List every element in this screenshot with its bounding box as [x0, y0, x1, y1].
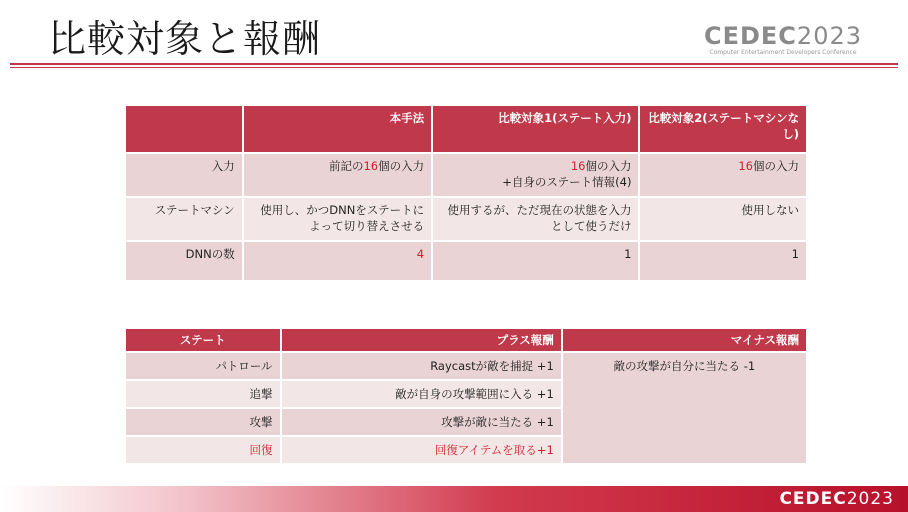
footer-logo-year: 2023: [846, 489, 894, 509]
cell-sm-compare1: 使用するが、ただ現在の状態を入力として使うだけ: [432, 197, 639, 241]
cell-text: 前記の: [328, 159, 364, 173]
logo-text: CEDEC: [703, 22, 797, 50]
reward-header-row: [125, 328, 807, 352]
row-label-state-machine: ステートマシン: [125, 197, 243, 241]
cell-dnn-compare1: 1: [432, 241, 639, 281]
footer-logo-text: CEDEC: [779, 489, 847, 509]
header-compare2: 比較対象2(ステートマシンなし): [639, 105, 807, 153]
title-divider: [10, 63, 898, 65]
page-title: 比較対象と報酬: [48, 17, 322, 61]
cell-number: 16: [570, 159, 586, 173]
table-row: [125, 153, 807, 197]
footer-logo: [779, 489, 894, 509]
header-state: ステート: [125, 328, 281, 352]
comparison-table: [124, 104, 808, 282]
plus-reward-chase: 敵が自身の攻撃範囲に入る +1: [281, 380, 562, 408]
table-row: [125, 352, 807, 380]
table-row: [125, 197, 807, 241]
plus-reward-attack: 攻撃が敵に当たる +1: [281, 408, 562, 436]
cell-input-compare1: [432, 153, 639, 197]
comparison-header-row: [125, 105, 807, 153]
row-label-dnn-count: DNNの数: [125, 241, 243, 281]
cell-input-proposed: [243, 153, 432, 197]
footer-bar: [0, 486, 908, 512]
cell-text: 個の入力: [585, 159, 632, 173]
table-row: [125, 241, 807, 281]
cell-text: 個の入力: [378, 159, 425, 173]
row-label-input: 入力: [125, 153, 243, 197]
cell-input-compare2: [639, 153, 807, 197]
cell-number: 16: [363, 159, 379, 173]
cell-text: 個の入力: [753, 159, 799, 173]
header-proposed: 本手法: [243, 105, 432, 153]
state-recover: 回復: [125, 436, 281, 464]
cell-sm-compare2: 使用しない: [639, 197, 807, 241]
cell-number: 16: [738, 159, 753, 173]
cell-dnn-proposed: 4: [243, 241, 432, 281]
cell-text: +自身のステート情報(4): [502, 175, 632, 189]
cedec-logo: [704, 24, 862, 56]
state-attack: 攻撃: [125, 408, 281, 436]
header-compare1: 比較対象1(ステート入力): [432, 105, 639, 153]
title-divider-thin: [10, 67, 898, 68]
cell-sm-proposed: 使用し、かつDNNをステートによって切り替えさせる: [243, 197, 432, 241]
cell-dnn-compare2: 1: [639, 241, 807, 281]
header-minus-reward: マイナス報酬: [562, 328, 807, 352]
logo-subtitle: Computer Entertainment Developers Conference: [709, 49, 857, 56]
reward-table: [124, 327, 808, 465]
logo-year: 2023: [796, 22, 862, 50]
minus-reward: 敵の攻撃が自分に当たる -1: [562, 352, 807, 464]
header-plus-reward: プラス報酬: [281, 328, 562, 352]
plus-reward-recover: 回復アイテムを取る+1: [281, 436, 562, 464]
plus-reward-patrol: Raycastが敵を捕捉 +1: [281, 352, 562, 380]
state-chase: 追撃: [125, 380, 281, 408]
state-patrol: パトロール: [125, 352, 281, 380]
header-empty: [125, 105, 243, 153]
